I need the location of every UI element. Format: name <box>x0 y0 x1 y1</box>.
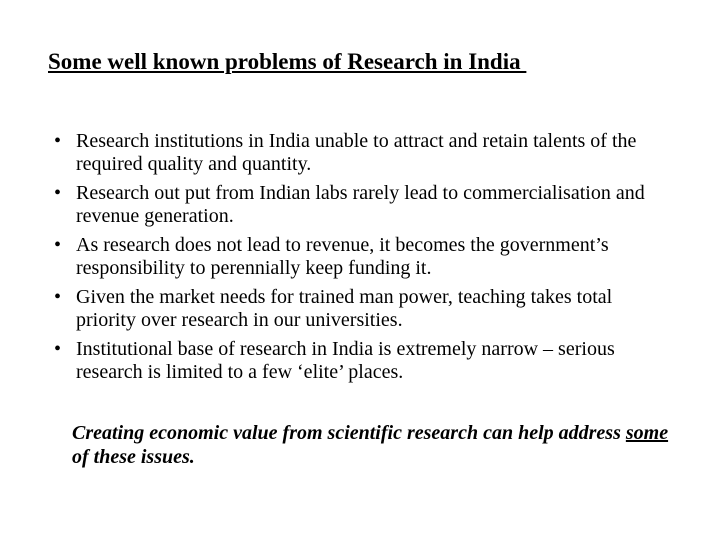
bullet-icon: • <box>54 182 62 204</box>
bullet-list <box>48 130 668 390</box>
slide-title: Some well known problems of Research in India <box>48 49 527 74</box>
bullet-icon: • <box>54 338 62 360</box>
closing-emphasis: some <box>625 422 669 444</box>
bullet-item <box>48 286 668 332</box>
bullet-icon: • <box>54 130 62 152</box>
bullet-item <box>48 130 668 176</box>
bullet-text: Given the market needs for trained man power, teaching takes total priority over research in our universities. <box>76 286 613 331</box>
bullet-text: As research does not lead to revenue, it becomes the government’s responsibility to perennially keep funding it. <box>76 234 609 279</box>
bullet-icon: • <box>54 234 62 256</box>
bullet-text: Research institutions in India unable to attract and retain talents of the required quality and quantity. <box>76 130 637 175</box>
bullet-item <box>48 338 668 384</box>
bullet-text: Research out put from Indian labs rarely lead to commercialisation and revenue generation. <box>76 182 645 227</box>
bullet-item <box>48 182 668 228</box>
closing-text-end: of these issues. <box>72 446 195 468</box>
bullet-text: Institutional base of research in India is extremely narrow – serious research is limited to a few ‘elite’ places. <box>76 338 615 383</box>
closing-text-start: Creating economic value from scientific research can help address <box>72 422 626 444</box>
bullet-item <box>48 234 668 280</box>
bullet-icon: • <box>54 286 62 308</box>
closing-statement <box>72 421 682 469</box>
